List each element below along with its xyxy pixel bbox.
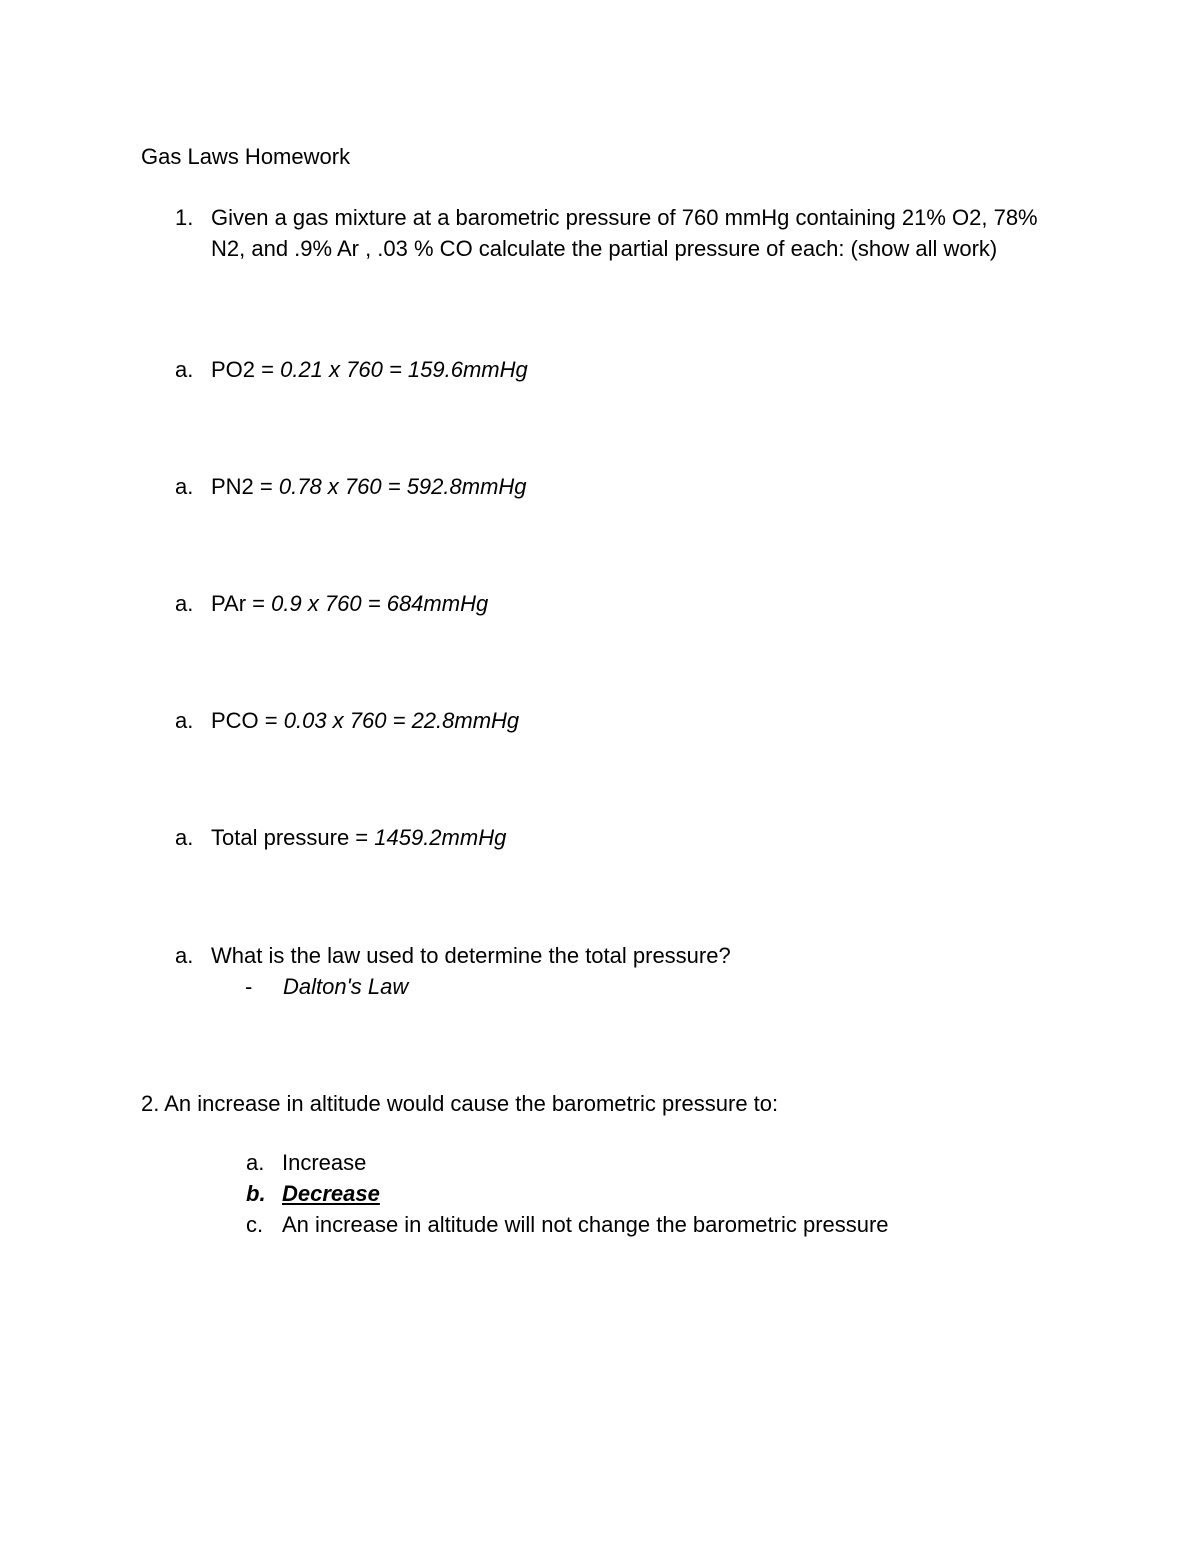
answer-label: Total pressure = <box>211 825 375 850</box>
question-1-text: Given a gas mixture at a barometric pressure of 760 mmHg containing 21% O2, 78% N2, and .9% Ar , .03 % CO calculate the partial pressure of each: (show all work) <box>211 205 1038 261</box>
question-1-number: 1. <box>175 205 194 230</box>
option-marker: b. <box>246 1181 266 1206</box>
answer-label: PCO = <box>211 708 284 733</box>
answer-value: 0.03 x 760 = 22.8mmHg <box>283 708 520 733</box>
answer-value: 1459.2mmHg <box>374 825 507 850</box>
list-marker: a. <box>175 474 194 499</box>
list-marker: a. <box>175 825 194 850</box>
answer-label: PO2 = <box>211 357 281 382</box>
list-marker: a. <box>175 943 194 968</box>
answer-label: PAr = <box>211 591 272 616</box>
option-text: An increase in altitude will not change the barometric pressure <box>282 1212 889 1237</box>
option-marker: a. <box>246 1150 265 1175</box>
answer-label: PN2 = <box>211 474 279 499</box>
question-law-text: What is the law used to determine the total pressure? <box>211 943 731 968</box>
law-answer: Dalton's Law <box>283 974 409 999</box>
bullet-dash: - <box>245 974 253 999</box>
answer-value: 0.21 x 760 = 159.6mmHg <box>280 357 528 382</box>
option-marker: c. <box>246 1212 264 1237</box>
list-marker: a. <box>175 357 194 382</box>
document-title: Gas Laws Homework <box>141 144 351 169</box>
option-text: Increase <box>282 1150 367 1175</box>
question-2-text: 2. An increase in altitude would cause the barometric pressure to: <box>141 1091 779 1116</box>
list-marker: a. <box>175 591 194 616</box>
list-marker: a. <box>175 708 194 733</box>
answer-value: 0.78 x 760 = 592.8mmHg <box>278 474 527 499</box>
answer-value: 0.9 x 760 = 684mmHg <box>271 591 489 616</box>
option-text: Decrease <box>282 1181 380 1206</box>
